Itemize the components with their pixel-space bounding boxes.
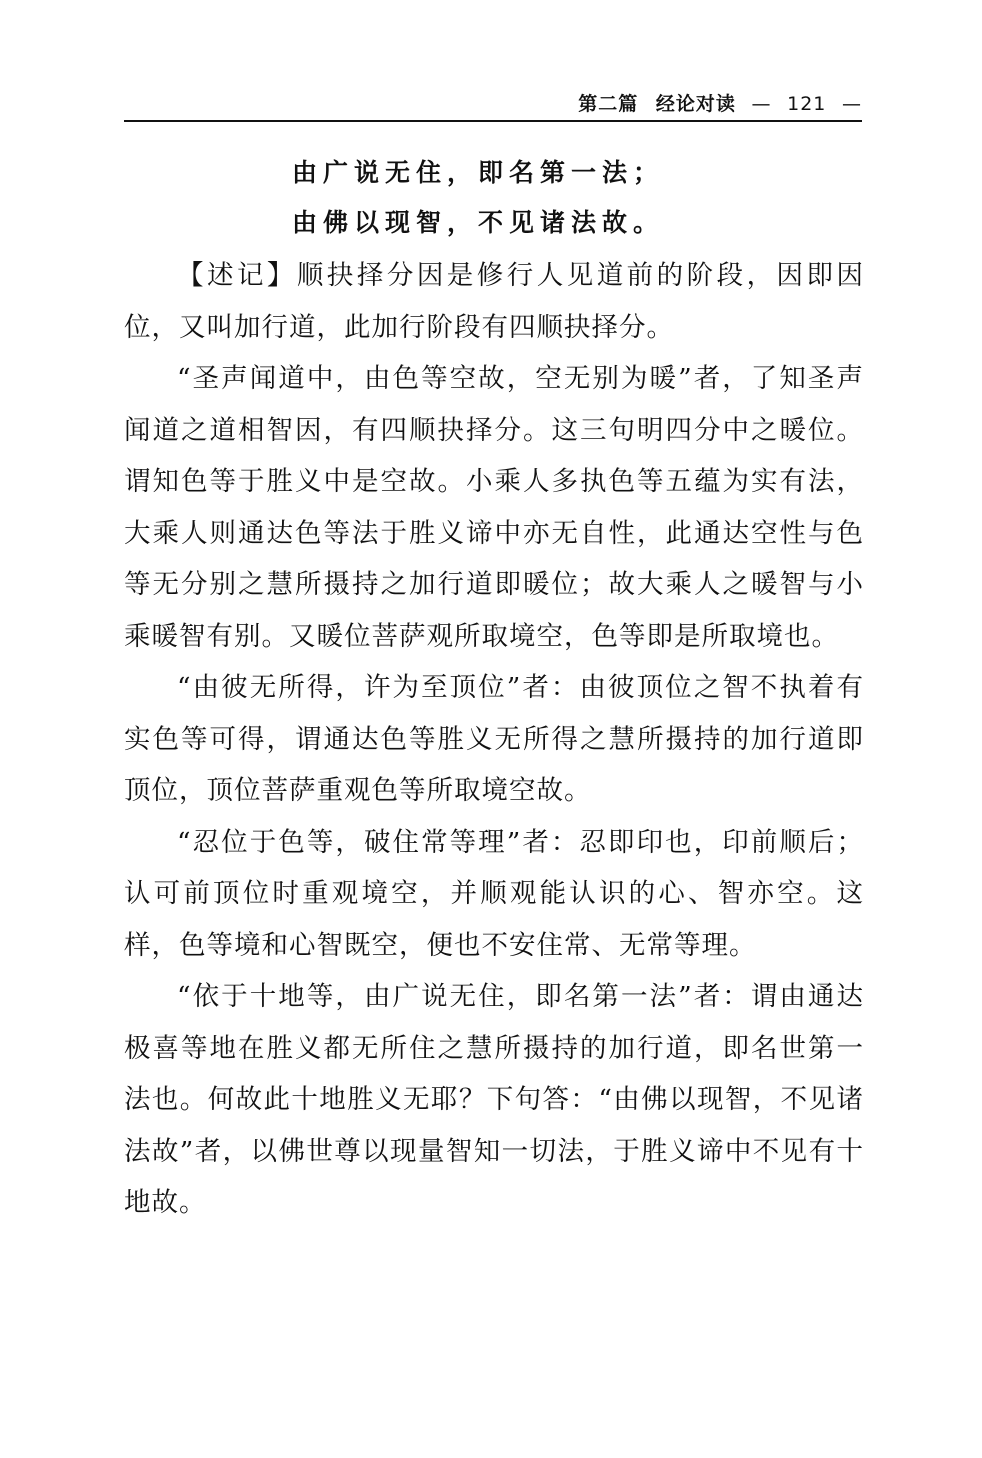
paragraph-text: “由彼无所得，许为至顶位”者：由彼顶位之智不执着有实色等可得，谓通达色等胜义无所得之慧所摄持的加行道即顶位，顶位菩萨重观色等所取境空故。 (124, 672, 864, 806)
page-number: 121 (787, 93, 827, 115)
part-label: 第二篇 (578, 93, 639, 115)
paragraph (124, 662, 864, 817)
paragraph (124, 817, 864, 972)
paragraph-text: 顺抉择分因是修行人见道前的阶段，因即因位，又叫加行道，此加行阶段有四顺抉择分。 (124, 260, 865, 343)
paragraph-text: “圣声闻道中，由色等空故，空无别为暖”者，了知圣声闻道之道相智因，有四顺抉择分。这三句明四分中之暖位。谓知色等于胜义中是空故。小乘人多执色等五蕴为实有法，大乘人则通达色等法于胜义谛中亦无自性，此通达空性与色等无分别之慧所摄持之加行道即暖位；故大乘人之暖智与小乘暖智有别。又暖位菩萨观所取境空，色等即是所取境也。 (124, 363, 864, 652)
section-title: 经论对读 (655, 93, 736, 115)
paragraph (124, 971, 864, 1229)
commentary-body (124, 250, 864, 1229)
dash-left: — (751, 93, 772, 115)
dash-right: — (842, 93, 862, 115)
paragraph-text: “忍位于色等，破住常等理”者：忍即印也，印前顺后；认可前顶位时重观境空，并顺观能认识的心、智亦空。这样，色等境和心智既空，便也不安住常、无常等理。 (124, 826, 864, 961)
paragraph (124, 353, 864, 662)
verse-line-2: 由佛以现智，不见诸法故。 (292, 208, 665, 237)
paragraph-label: 【述记】 (177, 260, 297, 291)
running-header (124, 90, 862, 122)
verse-line-1: 由广说无住，即名第一法； (292, 158, 665, 187)
paragraph-text: “依于十地等，由广说无住，即名第一法”者：谓由通达极喜等地在胜义都无所住之慧所摄持的加行道，即名世第一法也。何故此十地胜义无耶？下句答：“由佛以现智，不见诸法故”者，以佛世尊以现量智知一切法，于胜义谛中不见有十地故。 (124, 981, 864, 1218)
paragraph (124, 250, 864, 353)
